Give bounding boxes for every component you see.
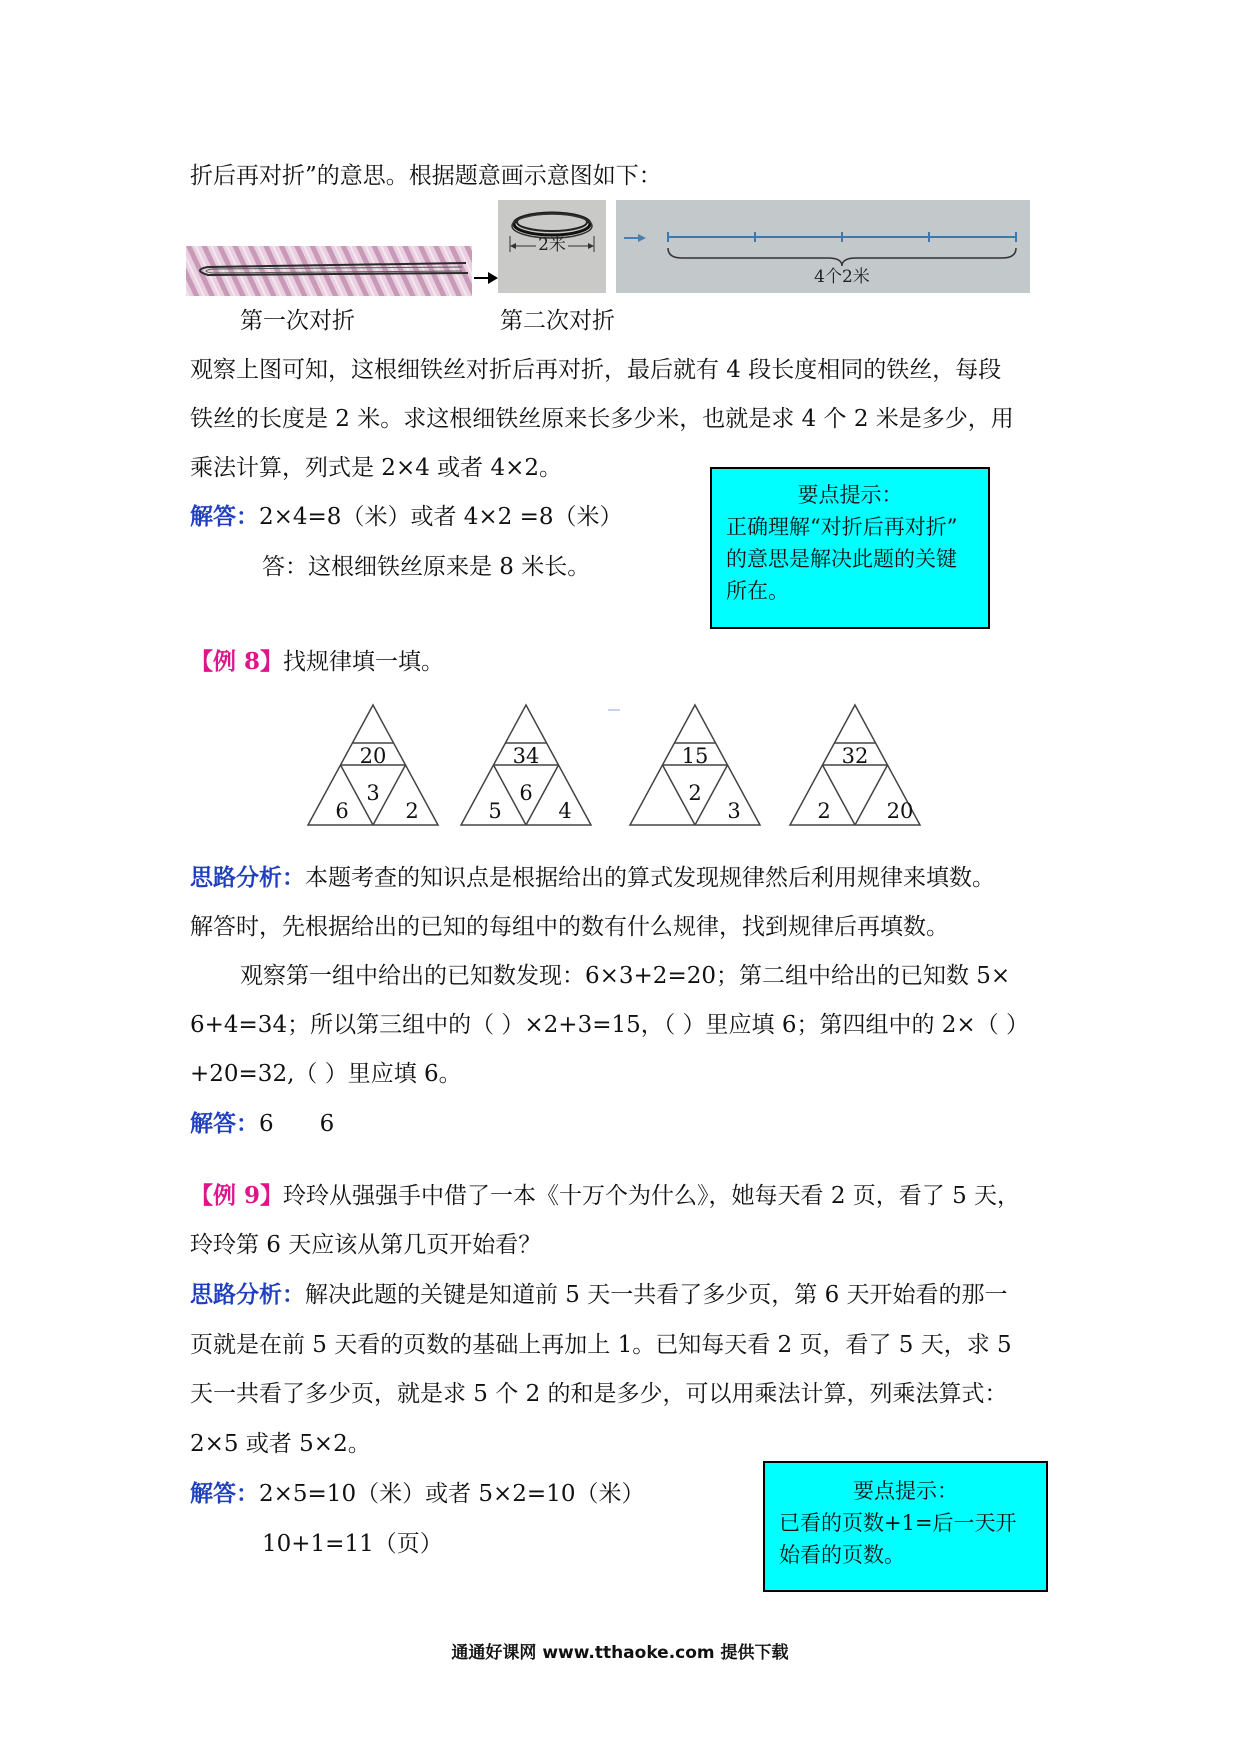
analysis-text: 解决此题的关键是知道前 5 天一共看了多少页，第 6 天开始看的那一: [305, 1282, 1008, 1308]
answer-7: [190, 503, 623, 531]
triangle-top-number: 32: [841, 744, 869, 768]
analysis-line: 解答时，先根据给出的已知的每组中的数有什么规律，找到规律后再填数。: [190, 914, 949, 940]
analysis-line: 天一共看了多少页，就是求 5 个 2 的和是多少，可以用乘法计算，列乘法算式：: [190, 1381, 1008, 1407]
triangle-left-number: 5: [488, 799, 502, 823]
analysis-line: 乘法计算，列式是 2×4 或者 4×2。: [190, 455, 563, 481]
analysis-text: 本题考查的知识点是根据给出的算式发现规律然后利用规律来填数。: [305, 865, 995, 891]
answer-8: [190, 1110, 334, 1138]
triangle-center-number: 3: [366, 781, 380, 805]
triangle-right-number: 4: [558, 799, 572, 823]
analysis-line: 页就是在前 5 天看的页数的基础上再加上 1。已知每天看 2 页，看了 5 天，求 5: [190, 1332, 1012, 1358]
analysis-line: 观察第一组中给出的已知数发现：6×3+2=20；第二组中给出的已知数 5×: [240, 963, 1011, 989]
answer-text: 2×5=10（米）或者 5×2=10（米）: [259, 1481, 645, 1507]
triangle-right-number: 3: [727, 799, 741, 823]
analysis-line: 观察上图可知，这根细铁丝对折后再对折，最后就有 4 段长度相同的铁丝，每段: [190, 357, 1002, 383]
analysis-line: 6+4=34；所以第三组中的（ ）×2+3=15，（ ）里应填 6；第四组中的 2×（ ）: [190, 1012, 1030, 1038]
triangle-top-number: 20: [359, 744, 387, 768]
triangle-left-number: 2: [817, 799, 831, 823]
tip-box: [710, 467, 990, 629]
answer-9-line2: 10+1=11（页）: [262, 1531, 443, 1557]
example-9-analysis: [190, 1281, 1008, 1309]
analysis-line: +20=32,（ ）里应填 6。: [190, 1061, 462, 1087]
triangle-top-number: 15: [681, 744, 709, 768]
tip-line: 已看的页数+1=后一天开: [779, 1511, 1017, 1535]
analysis-line: 2×5 或者 5×2。: [190, 1431, 371, 1457]
caption-second-fold: 第二次对折: [500, 308, 615, 334]
footer-text: 通通好课网 www.tthaoke.com 提供下载: [451, 1643, 789, 1663]
triangle-right-number: 20: [886, 799, 914, 823]
example-text: 找规律填一填。: [283, 649, 445, 675]
answer-value: 6: [319, 1111, 335, 1137]
example-8-analysis: [190, 864, 995, 892]
analysis-line: 铁丝的长度是 2 米。求这根细铁丝原来长多少米，也就是求 4 个 2 米是多少，用: [190, 406, 1014, 432]
triangle-right-number: 2: [405, 799, 419, 823]
tip-line: 的意思是解决此题的关键: [726, 547, 957, 571]
triangle-puzzle: [300, 695, 940, 830]
answer-value: 6: [259, 1111, 274, 1137]
first-fold-photo: [186, 246, 472, 296]
tip-title: 要点提示：: [853, 1479, 958, 1503]
analysis-label: 思路分析：: [190, 1281, 305, 1308]
answer-text: 2×4=8（米）或者 4×2 =8（米）: [259, 504, 623, 530]
triangle-center-number: 2: [688, 781, 702, 805]
line-diagram-label: 4个2米: [814, 267, 870, 287]
triangle-left-number: 6: [335, 799, 349, 823]
tip-line: 始看的页数。: [779, 1543, 905, 1567]
tip-box: [763, 1461, 1048, 1592]
example-8-heading: [190, 648, 444, 676]
answer-label: 解答：: [190, 1110, 259, 1137]
example-9-heading: [190, 1182, 1020, 1210]
answer-7-conclusion: 答：这根细铁丝原来是 8 米长。: [262, 554, 591, 580]
example-text: 玲玲从强强手中借了一本《十万个为什么》，她每天看 2 页，看了 5 天，: [283, 1183, 1021, 1209]
answer-label: 解答：: [190, 1480, 259, 1507]
tip-line: 正确理解“对折后再对折”: [726, 515, 958, 539]
answer-9: [190, 1480, 644, 1508]
analysis-label: 思路分析：: [190, 864, 305, 891]
arrow-icon: [474, 270, 498, 286]
intro-text: 折后再对折”的意思。根据题意画示意图如下：: [190, 163, 662, 189]
example-tag: 【例 9】: [190, 1182, 284, 1209]
answer-label: 解答：: [190, 503, 259, 530]
triangle-top-number: 34: [512, 744, 540, 768]
tip-line: 所在。: [726, 579, 789, 603]
second-fold-label: 2米: [538, 235, 566, 255]
example-tag: 【例 8】: [190, 648, 284, 675]
triangle-center-number: 6: [519, 781, 533, 805]
tip-title: 要点提示：: [797, 483, 903, 507]
example-text: 玲玲第 6 天应该从第几页开始看？: [190, 1232, 542, 1258]
caption-first-fold: 第一次对折: [240, 308, 355, 334]
